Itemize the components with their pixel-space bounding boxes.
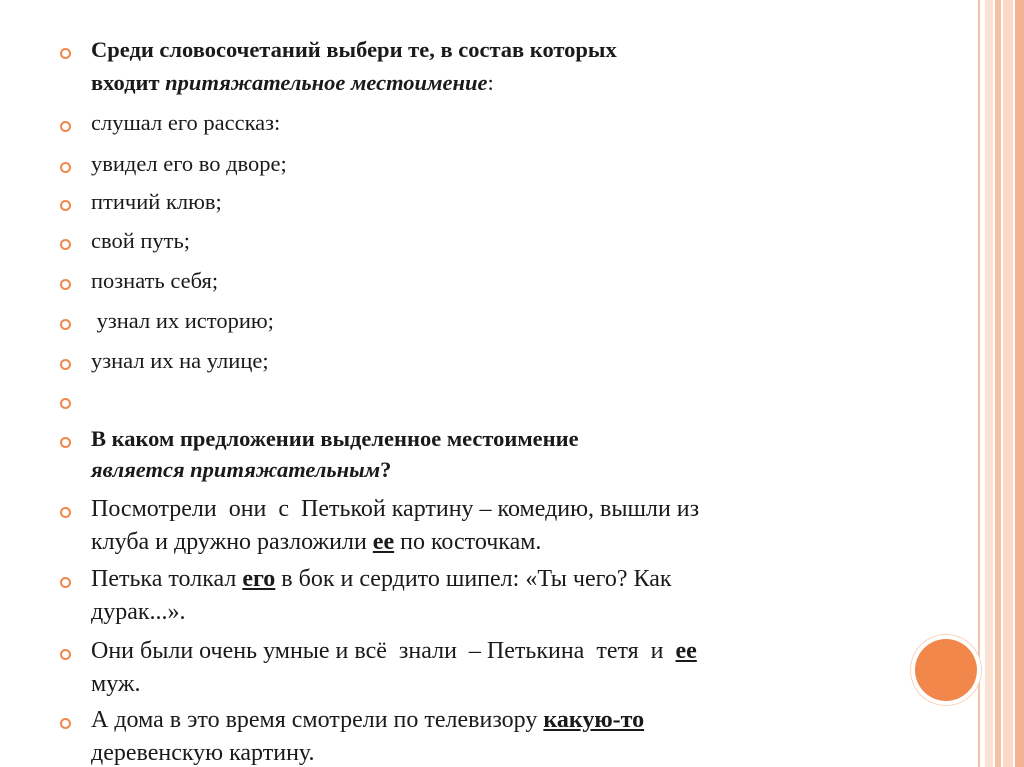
- question-2-suffix: ?: [380, 457, 392, 482]
- phrase-text: познать себя;: [91, 268, 219, 293]
- bullet-icon: [60, 319, 71, 330]
- decor-stripe: [1015, 0, 1024, 767]
- bullet-icon: [60, 359, 71, 370]
- sentence-2-line1: [91, 563, 851, 595]
- sentence-4-line1: [91, 704, 851, 736]
- question-1: [60, 34, 840, 98]
- phrase-text: слушал его рассказ:: [91, 110, 281, 135]
- bullet-icon: [60, 279, 71, 290]
- bullet-icon: [60, 398, 71, 409]
- bullet-icon: [60, 200, 71, 211]
- question-1-term: притяжательное местоимение: [165, 70, 488, 95]
- question-1-suffix: :: [487, 70, 494, 95]
- phrase-text: узнал их историю;: [91, 308, 274, 333]
- bullet-icon: [60, 718, 71, 729]
- bullet-icon: [60, 577, 71, 588]
- question-2-term: является притяжательным: [91, 457, 381, 482]
- sentence-3-line2: муж.: [91, 671, 141, 697]
- bullet-icon: [60, 239, 71, 250]
- sentence-1-line2: [91, 526, 851, 558]
- sentence-text: Они были очень умные и всё знали – Петькина тетя и: [91, 638, 676, 664]
- highlighted-pronoun: ее: [675, 638, 697, 664]
- question-2-line1: В каком предложении выделенное местоимение: [91, 426, 579, 451]
- highlighted-pronoun: ее: [372, 529, 395, 555]
- question-1-line1: Среди словосочетаний выбери те, в состав которых: [91, 37, 617, 62]
- bullet-icon: [60, 121, 71, 132]
- decor-stripe: [995, 0, 1001, 767]
- phrase-text: узнал их на улице;: [91, 348, 269, 373]
- sentence-text: А дома в это время смотрели по телевизору: [91, 707, 544, 733]
- sentence-text: по косточкам.: [394, 529, 542, 555]
- phrase-text: птичий клюв;: [91, 189, 222, 214]
- decorative-circle: [915, 639, 977, 701]
- phrase-text: свой путь;: [91, 228, 191, 253]
- sentence-item: [60, 563, 840, 627]
- sentence-item: [60, 704, 840, 767]
- frame-line: [978, 0, 980, 767]
- decor-stripe: [1003, 0, 1013, 767]
- question-2: [60, 423, 840, 487]
- decor-stripe: [985, 0, 993, 767]
- bullet-icon: [60, 507, 71, 518]
- highlighted-pronoun: его: [242, 566, 276, 592]
- bullet-icon: [60, 437, 71, 448]
- sentence-text: в бок и сердито шипел: «Ты чего? Как: [275, 566, 672, 592]
- sentence-item: [60, 635, 840, 699]
- bullet-icon: [60, 649, 71, 660]
- sentence-3-line1: [91, 635, 851, 667]
- sentence-2-line2: дурак...».: [91, 599, 186, 625]
- highlighted-pronoun: какую-то: [543, 707, 645, 733]
- question-1-prefix: входит: [91, 70, 166, 95]
- question-1-line2: [91, 67, 851, 99]
- sentence-text: Петька толкал: [91, 566, 243, 592]
- sentence-1-line1: Посмотрели они с Петькой картину – комедию, вышли из: [91, 496, 700, 522]
- bullet-icon: [60, 162, 71, 173]
- sentence-4-line2: деревенскую картину.: [91, 740, 315, 766]
- bullet-icon: [60, 48, 71, 59]
- phrase-text: увидел его во дворе;: [91, 151, 287, 176]
- sentence-text: клуба и дружно разложили: [91, 529, 373, 555]
- question-2-line2: [91, 454, 851, 486]
- sentence-item: [60, 493, 840, 557]
